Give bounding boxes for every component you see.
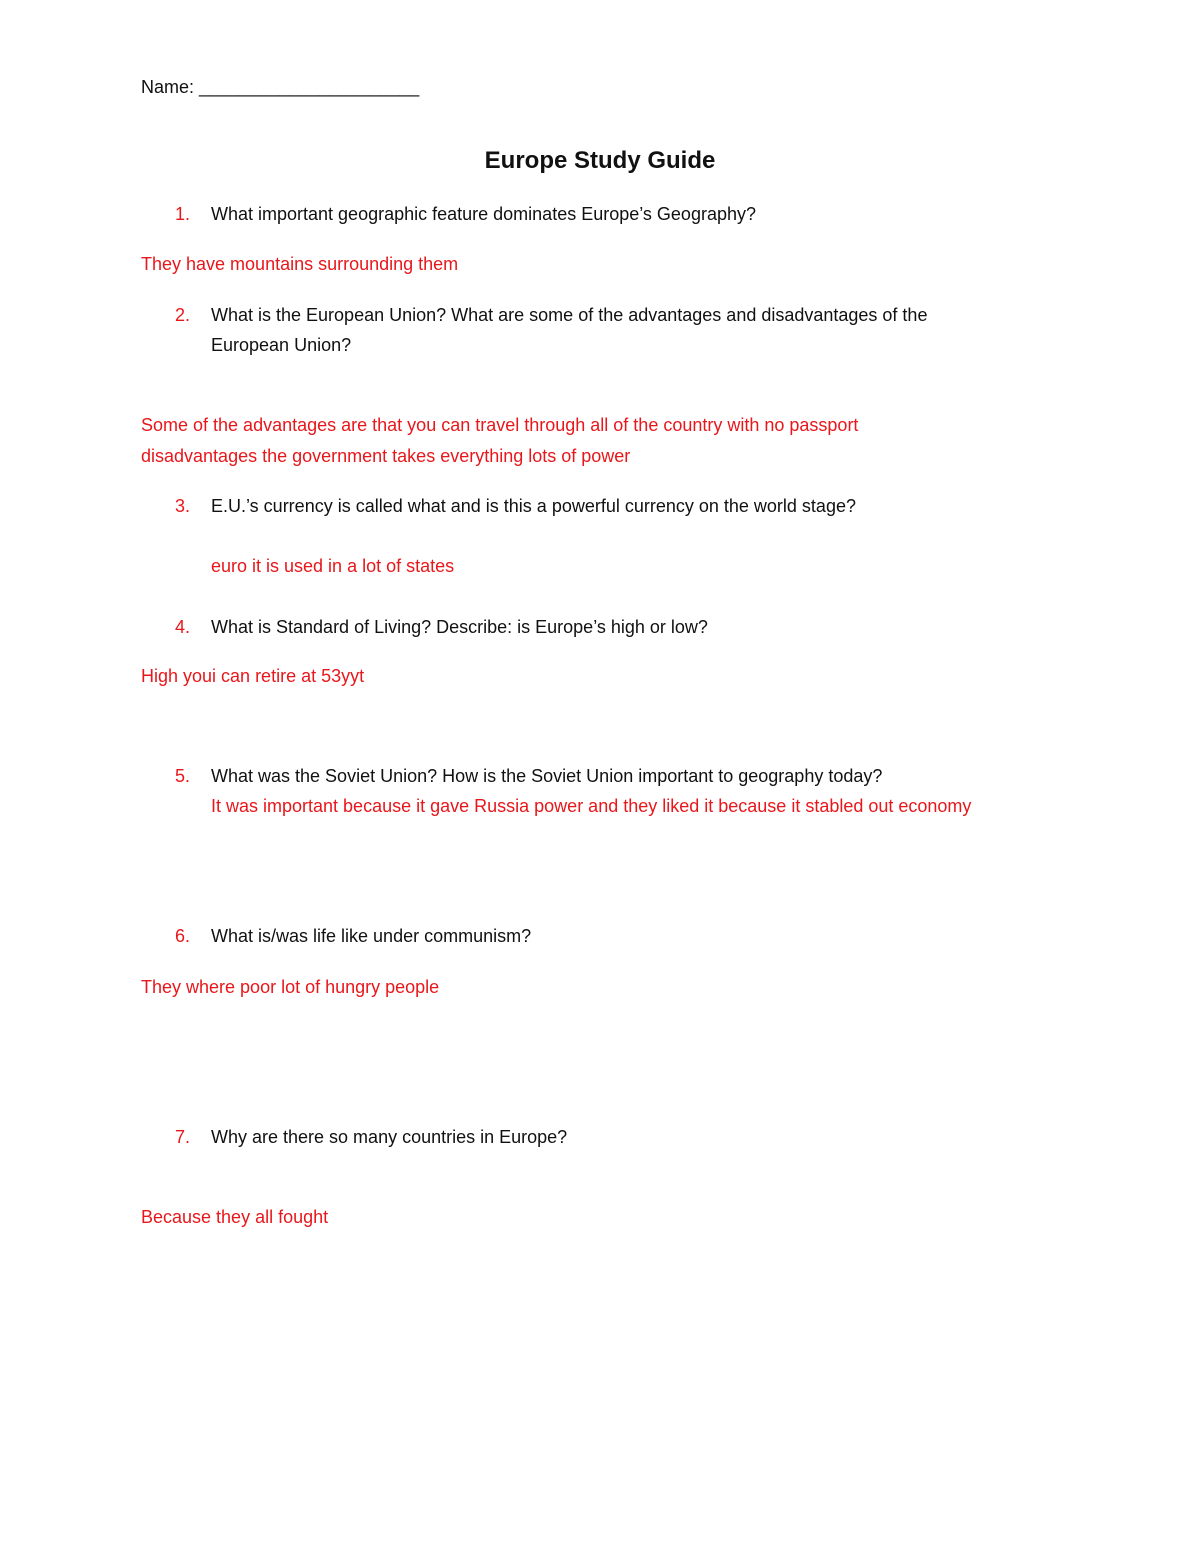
question-5-text: What was the Soviet Union? How is the Soviet Union important to geography today? [211, 766, 883, 786]
answer-7: Because they all fought [141, 1207, 329, 1227]
answer-2-line-1: Some of the advantages are that you can travel through all of the country with no passport [141, 415, 859, 435]
answer-4: High youi can retire at 53yyt [141, 666, 365, 686]
answer-2-line-2: disadvantages the government takes everything lots of power [141, 446, 631, 466]
question-1-number: 1. [175, 204, 191, 224]
question-2-number: 2. [175, 305, 191, 325]
question-7-number: 7. [175, 1127, 191, 1147]
question-6-number: 6. [175, 926, 191, 946]
answer-1: They have mountains surrounding them [141, 254, 459, 274]
question-1-text: What important geographic feature dominates Europe’s Geography? [211, 204, 756, 224]
question-4-text: What is Standard of Living? Describe: is Europe’s high or low? [211, 617, 708, 637]
question-6-text: What is/was life like under communism? [211, 926, 532, 946]
name-field-label: Name: ______________________ [141, 77, 420, 97]
question-4-number: 4. [175, 617, 191, 637]
question-5-number: 5. [175, 766, 191, 786]
answer-3: euro it is used in a lot of states [211, 556, 455, 576]
answer-5: It was important because it gave Russia power and they liked it because it stabled out economy [211, 796, 972, 816]
question-3-text: E.U.’s currency is called what and is this a powerful currency on the world stage? [211, 496, 856, 516]
answer-6: They where poor lot of hungry people [141, 977, 440, 997]
question-2-text-line-2: European Union? [211, 335, 352, 355]
question-2-text-line-1: What is the European Union? What are some of the advantages and disadvantages of the [211, 305, 928, 325]
question-7-text: Why are there so many countries in Europe? [211, 1127, 568, 1147]
page-title: Europe Study Guide [484, 147, 716, 174]
question-3-number: 3. [175, 496, 191, 516]
